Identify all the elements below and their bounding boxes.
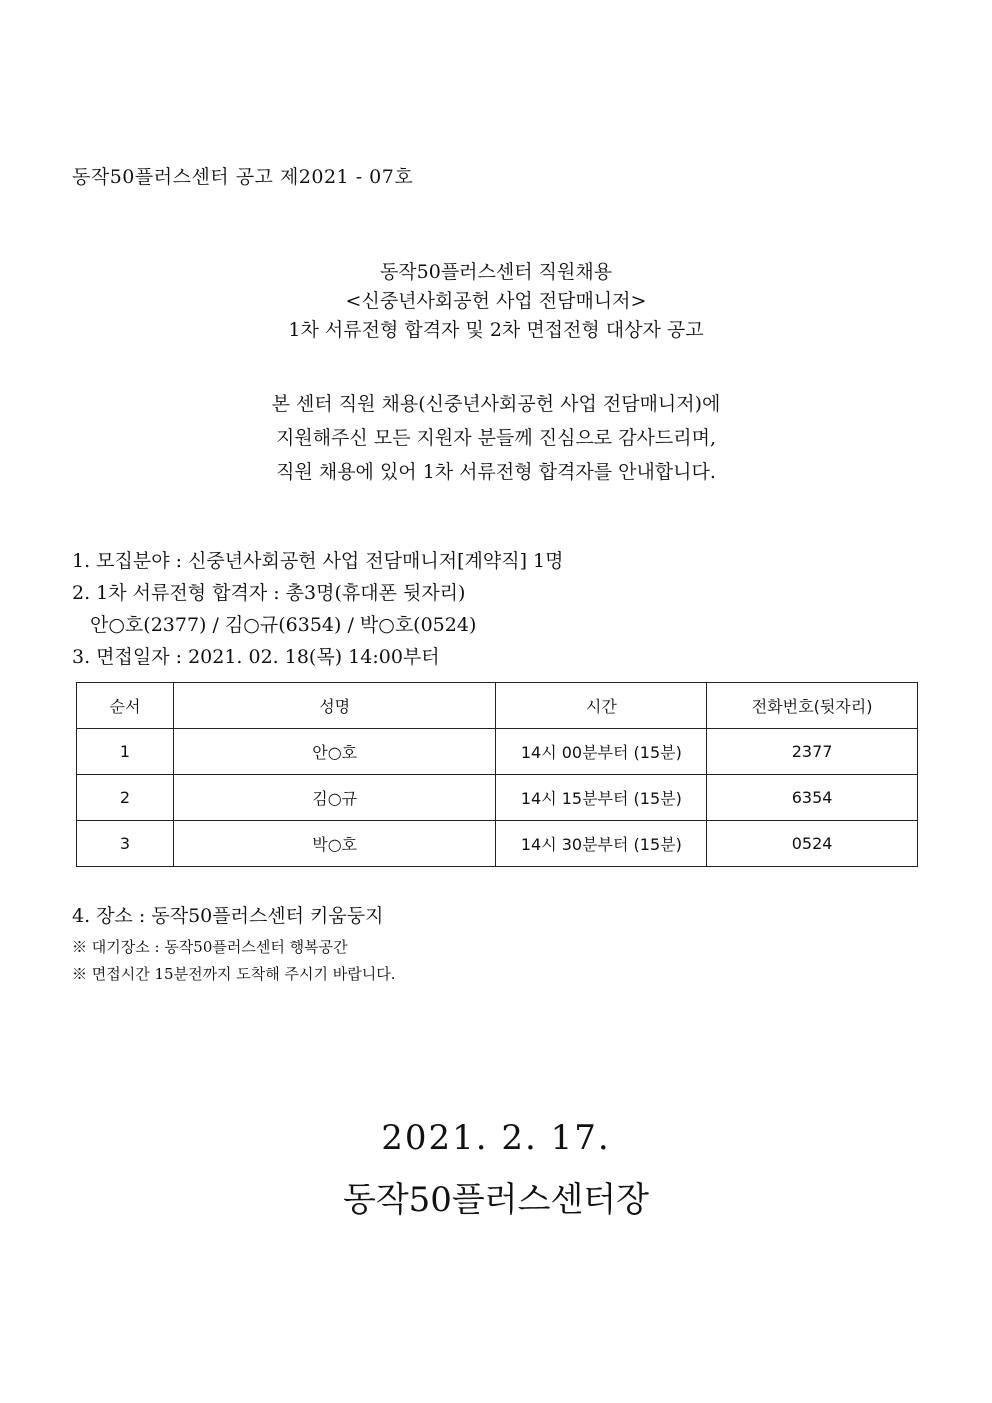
header-time: 시간 (496, 683, 707, 729)
header-name: 성명 (173, 683, 496, 729)
cell-phone: 0524 (707, 821, 918, 867)
table-row (77, 775, 918, 821)
intro-line-3: 직원 채용에 있어 1차 서류전형 합격자를 안내합니다. (276, 461, 716, 483)
intro-line-1: 본 센터 직원 채용(신중년사회공헌 사업 전담매니저)에 (271, 393, 721, 415)
interview-schedule-table (76, 682, 918, 867)
issue-date: 2021. 2. 17. (381, 1118, 611, 1158)
note-arrival: ※ 면접시간 15분전까지 도착해 주시기 바랍니다. (72, 965, 396, 983)
table-row (77, 821, 918, 867)
cell-name: 김○규 (173, 775, 496, 821)
table-row (77, 729, 918, 775)
intro-line-2: 지원해주신 모든 지원자 분들께 진심으로 감사드리며, (275, 427, 717, 449)
notes (72, 934, 396, 988)
intro-paragraph (0, 387, 992, 489)
interview-location: 4. 장소 : 동작50플러스센터 키움둥지 (72, 905, 384, 927)
table-header-row (77, 683, 918, 729)
title-line-2: <신중년사회공헌 사업 전담매니저> (345, 290, 647, 312)
item-passed-applicants: 2. 1차 서류전형 합격자 : 총3명(휴대폰 뒷자리) (72, 582, 466, 604)
cell-order: 2 (77, 775, 174, 821)
signer: 동작50플러스센터장 (342, 1180, 649, 1220)
cell-name: 박○호 (173, 821, 496, 867)
cell-order: 3 (77, 821, 174, 867)
item-interview-date: 3. 면접일자 : 2021. 02. 18(목) 14:00부터 (72, 646, 440, 668)
cell-order: 1 (77, 729, 174, 775)
item-recruitment-field: 1. 모집분야 : 신중년사회공헌 사업 전담매니저[계약직] 1명 (72, 550, 564, 572)
cell-time: 14시 15분부터 (15분) (496, 775, 707, 821)
cell-phone: 2377 (707, 729, 918, 775)
cell-time: 14시 30분부터 (15분) (496, 821, 707, 867)
title-line-3: 1차 서류전형 합격자 및 2차 면접전형 대상자 공고 (288, 319, 704, 341)
passed-applicants-list: 안○호(2377) / 김○규(6354) / 박○호(0524) (90, 614, 477, 636)
notice-items (72, 545, 563, 673)
document-number: 동작50플러스센터 공고 제2021 - 07호 (72, 166, 414, 188)
cell-time: 14시 00분부터 (15분) (496, 729, 707, 775)
note-waiting-area: ※ 대기장소 : 동작50플러스센터 행복공간 (72, 938, 348, 956)
notice-title (0, 258, 992, 345)
cell-phone: 6354 (707, 775, 918, 821)
title-line-1: 동작50플러스센터 직원채용 (379, 261, 613, 283)
header-phone: 전화번호(뒷자리) (707, 683, 918, 729)
cell-name: 안○호 (173, 729, 496, 775)
header-order: 순서 (77, 683, 174, 729)
